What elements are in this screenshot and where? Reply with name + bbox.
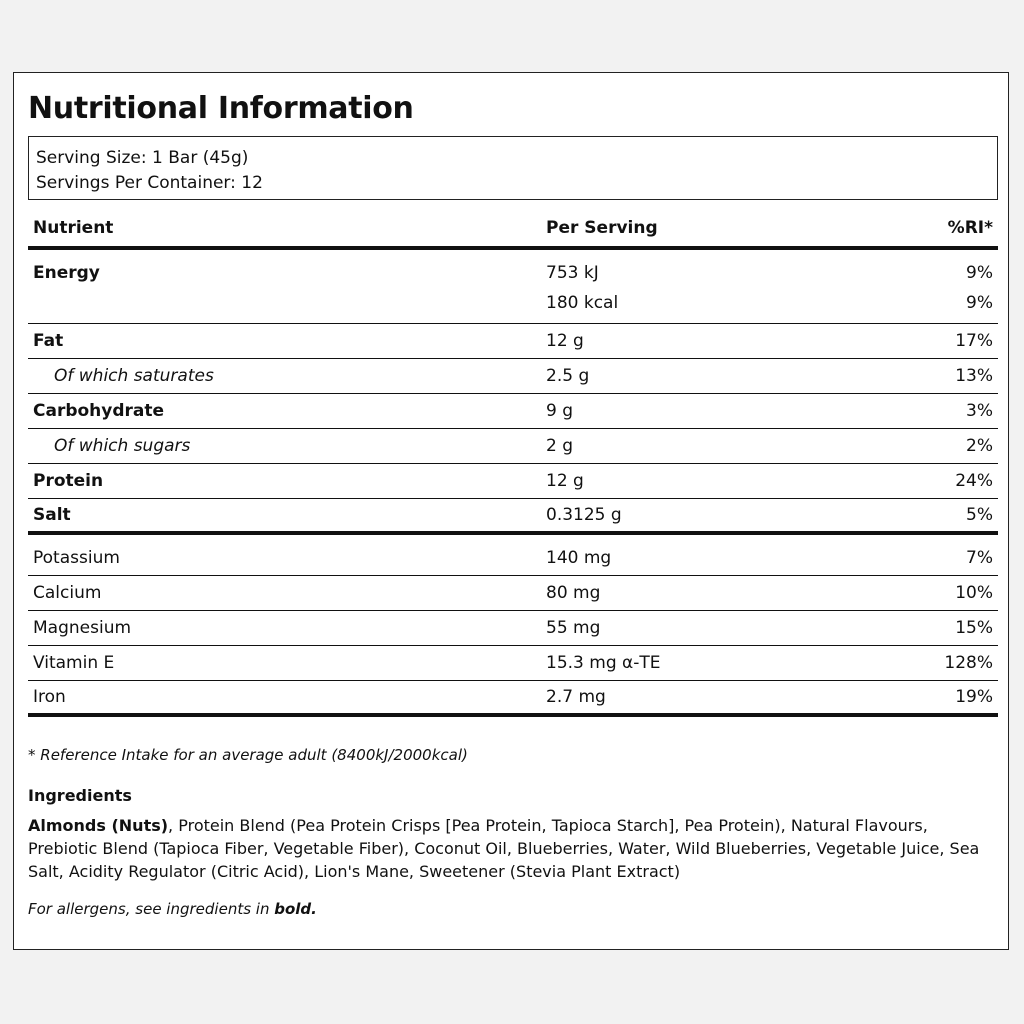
nutrient-name: Of which saturates — [54, 365, 214, 386]
nutrient-name — [28, 288, 546, 323]
per-serving-value: 753 kJ — [546, 263, 599, 283]
per-serving-value: 2.5 g — [546, 365, 590, 386]
table-header-row — [28, 209, 998, 248]
ri-value: 24% — [955, 470, 993, 491]
table-row — [28, 288, 998, 323]
ri-value: 17% — [955, 330, 993, 351]
nutrient-name: Energy — [33, 263, 100, 283]
ingredients-list — [28, 814, 988, 883]
nutrient-name: Vitamin E — [33, 652, 115, 673]
allergen-note — [28, 900, 317, 918]
nutrient-name: Iron — [33, 686, 66, 707]
serving-size: Serving Size: 1 Bar (45g) — [36, 148, 249, 168]
nutrient-name: Magnesium — [33, 617, 132, 638]
ri-value: 128% — [944, 652, 993, 673]
nutrient-name: Potassium — [33, 547, 120, 568]
servings-per-container: Servings Per Container: 12 — [36, 173, 263, 193]
table-row — [28, 533, 998, 575]
ingredients-heading: Ingredients — [28, 786, 132, 805]
per-serving-value: 0.3125 g — [546, 504, 622, 525]
nutrient-name: Fat — [33, 330, 64, 351]
table-row — [28, 498, 998, 533]
table-row — [28, 248, 998, 288]
header-per-serving: Per Serving — [546, 217, 658, 238]
ri-value: 19% — [955, 686, 993, 707]
ri-value: 2% — [966, 435, 993, 456]
per-serving-value: 2 g — [546, 435, 574, 456]
table-row — [28, 463, 998, 498]
per-serving-value: 12 g — [546, 330, 584, 351]
nutrient-name: Carbohydrate — [33, 400, 165, 421]
allergen-note-bold: bold. — [274, 900, 317, 918]
per-serving-value: 140 mg — [546, 547, 612, 568]
per-serving-value: 180 kcal — [546, 293, 619, 314]
nutrition-label — [13, 72, 1009, 950]
table-row — [28, 680, 998, 715]
nutrient-name: Protein — [33, 470, 104, 491]
header-ri: %RI* — [947, 217, 993, 238]
table-row — [28, 358, 998, 393]
label-title: Nutritional Information — [28, 91, 414, 126]
nutrition-table — [28, 209, 998, 717]
ingredients-rest: , Protein Blend (Pea Protein Crisps [Pea Protein, Tapioca Starch], Pea Protein), Natural Flavours, Prebiotic Blend (Tapioca Fiber, Vegetable Fiber), Coconut Oil, Blueberries, Water, Wild Blueberries, Vegetable Juice, Sea Salt, Acidity Regulator (Citric Acid), Lion's Mane, Sweetener (Stevia Plant Extract) — [28, 816, 980, 881]
nutrient-name: Salt — [33, 504, 71, 525]
per-serving-value: 55 mg — [546, 617, 601, 638]
table-row — [28, 428, 998, 463]
reference-intake-note: * Reference Intake for an average adult (8400kJ/2000kcal) — [28, 746, 468, 764]
ri-value: 15% — [955, 617, 993, 638]
table-row — [28, 575, 998, 610]
table-row — [28, 645, 998, 680]
serving-info-box — [28, 136, 998, 200]
ri-value: 7% — [966, 547, 993, 568]
allergen-ingredient: Almonds (Nuts) — [28, 816, 169, 835]
allergen-note-text: For allergens, see ingredients in — [28, 900, 275, 918]
ri-value: 13% — [955, 365, 993, 386]
ri-value: 9% — [966, 263, 993, 283]
per-serving-value: 2.7 mg — [546, 686, 606, 707]
nutrient-name: Of which sugars — [54, 435, 191, 456]
nutrient-name: Calcium — [33, 582, 102, 603]
per-serving-value: 9 g — [546, 400, 574, 421]
ri-value: 9% — [966, 293, 993, 314]
header-nutrient: Nutrient — [33, 217, 114, 238]
ri-value: 5% — [966, 504, 993, 525]
table-row — [28, 323, 998, 358]
per-serving-value: 12 g — [546, 470, 584, 491]
table-row — [28, 393, 998, 428]
table-row — [28, 610, 998, 645]
ri-value: 3% — [966, 400, 993, 421]
per-serving-value: 15.3 mg α-TE — [546, 652, 661, 673]
ri-value: 10% — [955, 582, 993, 603]
per-serving-value: 80 mg — [546, 582, 601, 603]
